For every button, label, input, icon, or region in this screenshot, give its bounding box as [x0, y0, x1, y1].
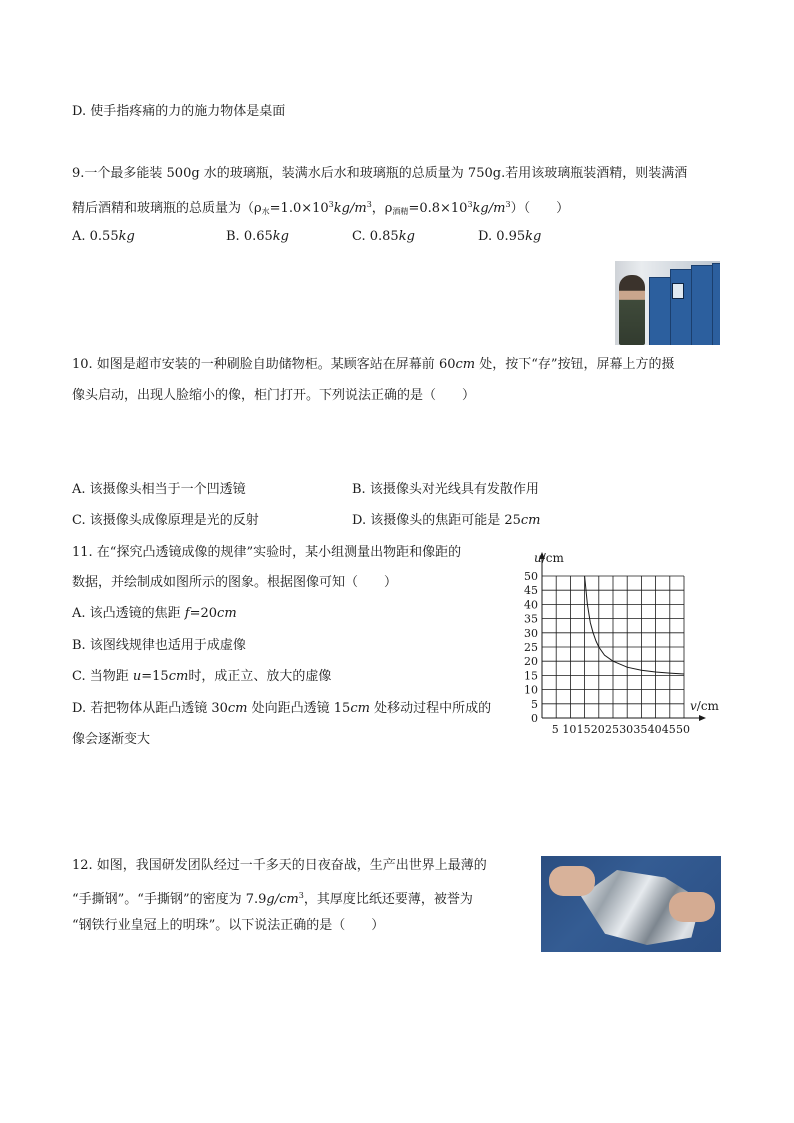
q10-stem-line1	[72, 356, 675, 374]
q9-option-c-unit: kg	[398, 229, 415, 244]
y-tick-label: 45	[524, 584, 538, 598]
q11-text: =20	[189, 606, 218, 621]
q9-text: =1.0×10	[269, 201, 329, 216]
q9-unit: kg	[472, 201, 489, 216]
q9-option-a-label: A. 0.55	[72, 229, 119, 244]
x-tick-label: 40	[647, 723, 662, 736]
q11-var-f: f	[184, 606, 190, 621]
q10-option-a[interactable]: A. 该摄像头相当于一个凹透镜	[72, 482, 246, 497]
q9-text: 精后酒精和玻璃瓶的总质量为（ρ	[72, 201, 262, 216]
hand	[549, 866, 595, 896]
q10-text: 处，按下“存”按钮，屏幕上方的摄	[475, 357, 675, 372]
q10-unit: cm	[455, 357, 476, 372]
q9-unit: kg	[333, 201, 350, 216]
q11-text: 处移动过程中所成的	[369, 701, 492, 716]
q11-text: C. 当物距	[72, 669, 133, 684]
y-tick-label: 0	[531, 712, 538, 725]
x-tick-label: 15	[576, 723, 591, 736]
q11-option-b[interactable]: B. 该图线规律也适用于成虚像	[72, 638, 246, 653]
q9-option-b-label: B. 0.65	[226, 229, 273, 244]
face-scan-screen	[672, 283, 684, 299]
x-tick-label: 20	[590, 723, 605, 736]
x-tick-label: 30	[619, 723, 634, 736]
q11-option-d[interactable]	[72, 700, 491, 718]
q12-stem-line1: 12. 如图，我国研发团队经过一千多天的日夜奋战，生产出世界上最薄的	[72, 858, 487, 873]
y-tick-label: 5	[531, 697, 538, 711]
q11-stem-line2: 数据，并绘制成如图所示的图象。根据图像可知（ ）	[72, 575, 398, 590]
q9-option-c-label: C. 0.85	[352, 229, 399, 244]
q10-text: 10. 如图是超市安装的一种刷脸自助储物柜。某顾客站在屏幕前 60	[72, 357, 456, 372]
q8-option-d: D. 使手指疼痛的力的施力物体是桌面	[72, 104, 286, 119]
q10-stem-line2: 像头启动，出现人脸缩小的像，柜门打开。下列说法正确的是（ ）	[72, 388, 476, 403]
y-tick-label: 10	[524, 683, 538, 697]
graph-labels	[524, 551, 720, 736]
q10-option-c[interactable]: C. 该摄像头成像原理是光的反射	[72, 513, 259, 528]
q11-unit: cm	[350, 701, 370, 716]
q9-option-a[interactable]	[72, 228, 135, 246]
uv-graph	[510, 540, 725, 740]
x-axis-label: v/cm	[690, 699, 719, 713]
q9-option-b[interactable]	[226, 228, 289, 246]
q9-sub-water: 水	[261, 207, 270, 216]
q10-option-d-text: D. 该摄像头的焦距可能是 25	[352, 513, 521, 528]
q11-unit: cm	[217, 606, 237, 621]
y-tick-label: 50	[524, 570, 538, 583]
x-tick-label: 50	[676, 723, 690, 736]
q9-exp: 3	[505, 200, 511, 209]
q12-exp: 3	[298, 891, 304, 900]
y-tick-label: 15	[524, 669, 538, 683]
y-tick-label: 25	[524, 641, 538, 654]
q9-option-d-label: D. 0.95	[478, 229, 526, 244]
q9-exp: 3	[467, 200, 473, 209]
q10-option-d-unit: cm	[520, 513, 541, 528]
q11-text: A. 该凸透镜的焦距	[72, 606, 185, 621]
q9-text: ，ρ	[371, 201, 393, 216]
x-axis-arrow	[699, 715, 706, 721]
locker-column	[649, 277, 671, 345]
q9-option-d-unit: kg	[525, 229, 542, 244]
q11-text: =15	[141, 669, 169, 684]
q12-text: “手撕钢”。“手撕钢”的密度为 7.9	[72, 892, 267, 907]
q11-var-u: u	[132, 669, 142, 684]
x-tick-label: 25	[605, 723, 619, 736]
q11-option-c[interactable]	[72, 668, 331, 686]
locker-column	[712, 263, 720, 345]
q11-option-a[interactable]	[72, 605, 237, 623]
q11-stem-line1: 11. 在“探究凸透镜成像的规律”实验时，某小组测量出物距和像距的	[72, 545, 462, 560]
hand-torn-steel-photo	[541, 856, 721, 952]
q9-stem-line1: 9.一个最多能装 500g 水的玻璃瓶，装满水后水和玻璃瓶的总质量为 750g.若用该玻璃瓶装酒精，则装满酒	[72, 166, 688, 181]
q9-exp: 3	[366, 200, 372, 209]
q11-unit: cm	[227, 701, 248, 716]
q9-option-c[interactable]	[352, 228, 415, 246]
q11-text: 时，成正立、放大的虚像	[188, 669, 332, 684]
locker-photo	[615, 261, 720, 345]
y-tick-label: 40	[524, 598, 538, 612]
q9-sub-alcohol: 酒精	[392, 207, 409, 216]
q12-stem-line2	[72, 887, 473, 909]
q9-unit: /m	[349, 201, 367, 216]
uv-curve	[585, 576, 684, 674]
q9-option-d[interactable]	[478, 228, 541, 246]
q9-unit: /m	[488, 201, 506, 216]
q11-text: 处向距凸透镜 15	[247, 701, 351, 716]
x-tick-label: 35	[633, 723, 648, 736]
graph-grid	[542, 576, 684, 718]
graph-axes	[539, 552, 706, 721]
y-tick-label: 30	[524, 626, 538, 640]
q12-unit: g/cm	[266, 892, 299, 907]
x-tick-label: 10	[562, 723, 577, 736]
locker-column	[691, 265, 713, 345]
hand	[669, 892, 715, 922]
q10-option-b[interactable]: B. 该摄像头对光线具有发散作用	[352, 482, 539, 497]
q12-text: ，其厚度比纸还要薄，被誉为	[303, 892, 473, 907]
q12-stem-line3: “钢铁行业皇冠上的明珠”。以下说法正确的是（ ）	[72, 918, 385, 933]
q9-text: ）（ ）	[510, 201, 570, 216]
y-tick-label: 35	[524, 612, 538, 626]
q9-option-b-unit: kg	[272, 229, 289, 244]
q9-exp: 3	[328, 200, 334, 209]
x-tick-label: 45	[661, 723, 676, 736]
locker-column	[670, 269, 692, 345]
q9-option-a-unit: kg	[118, 229, 135, 244]
q9-stem-line2	[72, 196, 569, 221]
q11-unit: cm	[168, 669, 189, 684]
q10-option-d[interactable]	[352, 512, 541, 530]
y-tick-label: 20	[524, 655, 538, 669]
x-tick-label: 5	[551, 723, 559, 736]
q9-text: =0.8×10	[408, 201, 468, 216]
y-axis-label: u/cm	[534, 551, 564, 565]
q11-option-d-line2: 像会逐渐变大	[72, 732, 151, 747]
q11-text: D. 若把物体从距凸透镜 30	[72, 701, 228, 716]
customer-figure	[619, 275, 645, 345]
